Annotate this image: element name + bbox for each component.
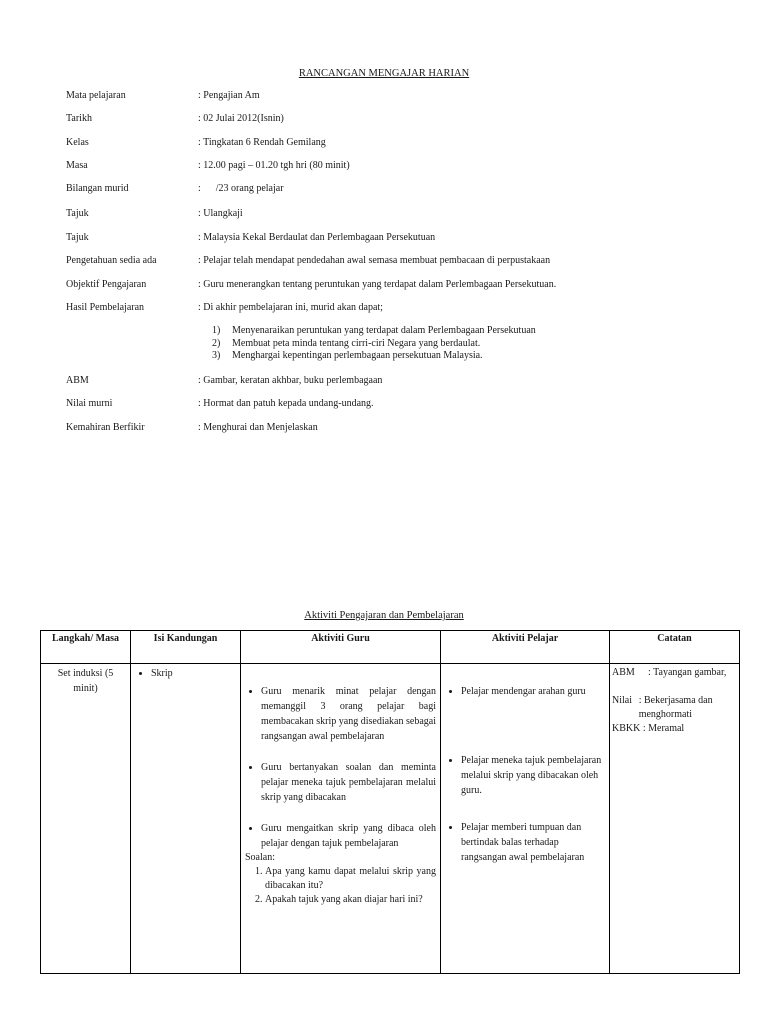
notes-kbkk: KBKK : Meramal: [612, 723, 685, 734]
info-label: Masa: [66, 160, 88, 171]
info-value: : Ulangkaji: [198, 208, 243, 219]
list-item: • Pelajar memberi tumpuan dan bertindak balas terhadap rangsangan awal pembelajaran: [461, 820, 605, 865]
info-value: : Menghurai dan Menjelaskan: [198, 422, 318, 433]
document-title: RANCANGAN MENGAJAR HARIAN: [298, 68, 470, 79]
teacher-activity-cell: [241, 664, 441, 974]
item-text: Menghargai kepentingan perlembagaan persekutuan Malaysia.: [232, 350, 483, 361]
notes-abm: [612, 666, 735, 680]
section-title: Aktiviti Pengajaran dan Pembelajaran: [304, 610, 464, 621]
item-number: 1): [212, 325, 221, 336]
notes-value: : Bekerjasama dan menghormati: [638, 695, 713, 720]
item-text: Menyenaraikan peruntukan yang terdapat dalam Perlembagaan Persekutuan: [232, 325, 536, 336]
info-value: : Tingkatan 6 Rendah Gemilang: [198, 137, 326, 148]
info-label: Objektif Pengajaran: [66, 279, 147, 290]
content-cell: [131, 664, 241, 974]
info-value: : Pelajar telah mendapat pendedahan awal semasa membuat pembacaan di perpustakaan: [198, 255, 551, 266]
list-item: 1. Apa yang kamu dapat melalui skrip yang dibacakan itu?: [265, 865, 436, 893]
list-item: • Skrip: [151, 666, 236, 681]
list-item: • Guru bertanyakan soalan dan meminta pelajar meneka tajuk pembelajaran melalui skrip yang dibacakan: [261, 760, 436, 805]
questions-list: [245, 865, 436, 907]
column-header: Aktiviti Pelajar: [441, 631, 610, 664]
column-header: Catatan: [610, 631, 740, 664]
student-activity-cell: [441, 664, 610, 974]
list-item: 2. Apakah tajuk yang akan diajar hari ini?: [265, 893, 436, 907]
learning-outcomes-list: [212, 325, 536, 363]
list-item: • Guru menarik minat pelajar dengan memanggil 3 orang pelajar bagi membacakan skrip yang disediakan sebagai rangsangan awal pembelajaran: [261, 684, 436, 744]
notes-nilai: [612, 694, 735, 722]
list-item: • Pelajar mendengar arahan guru: [461, 684, 605, 699]
info-label: Kelas: [66, 137, 89, 148]
table-row: [41, 664, 740, 974]
questions-label: Soalan:: [245, 852, 275, 863]
column-header: Langkah/ Masa: [41, 631, 131, 664]
item-text: Membuat peta minda tentang cirri-ciri Negara yang berdaulat.: [232, 337, 481, 349]
item-number: 3): [212, 350, 221, 361]
info-label: Nilai murni: [66, 398, 113, 409]
info-label: Kemahiran Berfikir: [66, 422, 145, 433]
list-item: [212, 338, 536, 351]
notes-value: : Tayangan gambar,: [648, 667, 727, 678]
list-item: • Guru mengaitkan skrip yang dibaca oleh pelajar dengan tajuk pembelajaran: [261, 821, 436, 851]
info-label: Pengetahuan sedia ada: [66, 255, 157, 266]
list-item: [212, 350, 536, 363]
info-value: : 02 Julai 2012(Isnin): [198, 113, 284, 124]
info-label: ABM: [66, 375, 89, 386]
list-item: [212, 325, 536, 338]
info-label: Tajuk: [66, 232, 89, 243]
info-value: : Pengajian Am: [198, 90, 260, 101]
column-header: Isi Kandungan: [131, 631, 241, 664]
teacher-activity-list: [245, 821, 436, 851]
table-header-row: [41, 631, 740, 664]
content-list: [135, 666, 236, 681]
info-value: : Gambar, keratan akhbar, buku perlembagaan: [198, 375, 383, 386]
info-value: : 12.00 pagi – 01.20 tgh hri (80 minit): [198, 160, 350, 171]
info-label: Mata pelajaran: [66, 90, 126, 101]
teacher-activity-list: [245, 684, 436, 744]
info-label: Bilangan murid: [66, 183, 129, 194]
info-value: : Malaysia Kekal Berdaulat dan Perlembagaan Persekutuan: [198, 232, 436, 243]
info-value: : Guru menerangkan tentang peruntukan yang terdapat dalam Perlembagaan Persekutuan.: [198, 279, 557, 290]
info-label: Tajuk: [66, 208, 89, 219]
info-label: Hasil Pembelajaran: [66, 302, 145, 313]
column-header: Aktiviti Guru: [241, 631, 441, 664]
info-value: : /23 orang pelajar: [198, 183, 284, 194]
info-value: : Di akhir pembelajaran ini, murid akan dapat;: [198, 302, 383, 313]
notes-key: Nilai: [612, 695, 632, 706]
student-activity-list: [445, 820, 605, 865]
student-activity-list: [445, 684, 605, 699]
lesson-activity-table: [40, 630, 740, 974]
step-text: Set induksi (5 minit): [57, 668, 114, 694]
notes-cell: [610, 664, 740, 974]
student-activity-list: [445, 753, 605, 798]
info-label: Tarikh: [66, 113, 92, 124]
step-cell: [41, 664, 131, 974]
teacher-activity-list: [245, 760, 436, 805]
item-number: 2): [212, 337, 221, 349]
notes-key: ABM: [612, 667, 635, 678]
list-item: • Pelajar meneka tajuk pembelajaran melalui skrip yang dibacakan oleh guru.: [461, 753, 605, 798]
info-value: : Hormat dan patuh kepada undang-undang.: [198, 398, 374, 409]
